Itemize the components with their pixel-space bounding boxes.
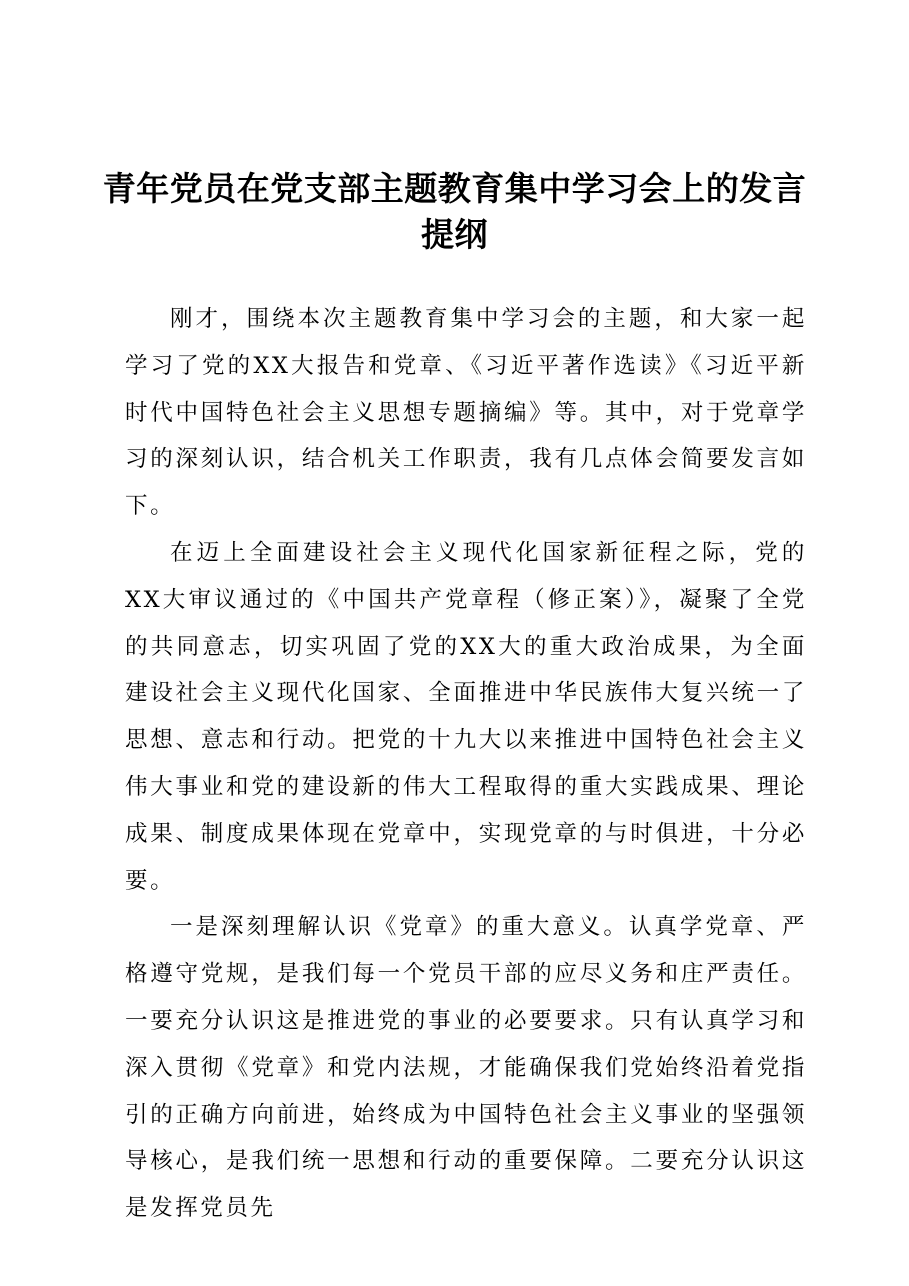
title-line-1: 青年党员在党支部主题教育集中学习会上的发言 <box>102 169 807 208</box>
paragraph-1: 刚才，围绕本次主题教育集中学习会的主题，和大家一起学习了党的XX大报告和党章、《习近平著作选读》《习近平新时代中国特色社会主义思想专题摘编》等。其中，对于党章学习的深刻认识，结合机关工作职责，我有几点体会简要发言如下。 <box>125 306 807 520</box>
paragraph-3: 一是深刻理解认识《党章》的重大意义。认真学党章、严格遵守党规，是我们每一个党员干部的应尽义务和庄严责任。一要充分认识这是推进党的事业的必要要求。只有认真学习和深入贯彻《党章》和党内法规，才能确保我们党始终沿着党指引的正确方向前进，始终成为中国特色社会主义事业的坚强领导核心，是我们统一思想和行动的重要保障。二要充分认识这是发挥党员先 <box>125 914 807 1222</box>
paragraph-2: 在迈上全面建设社会主义现代化国家新征程之际，党的XX大审议通过的《中国共产党章程（修正案）》，凝聚了全党的共同意志，切实巩固了党的XX大的重大政治成果，为全面建设社会主义现代化国家、全面推进中华民族伟大复兴统一了思想、意志和行动。把党的十九大以来推进中国特色社会主义伟大事业和党的建设新的伟大工程取得的重大实践成果、理论成果、制度成果体现在党章中，实现党章的与时俱进，十分必要。 <box>125 539 807 894</box>
title-line-2: 提纲 <box>421 215 488 254</box>
document-title <box>100 166 809 258</box>
document-body <box>125 296 807 1232</box>
